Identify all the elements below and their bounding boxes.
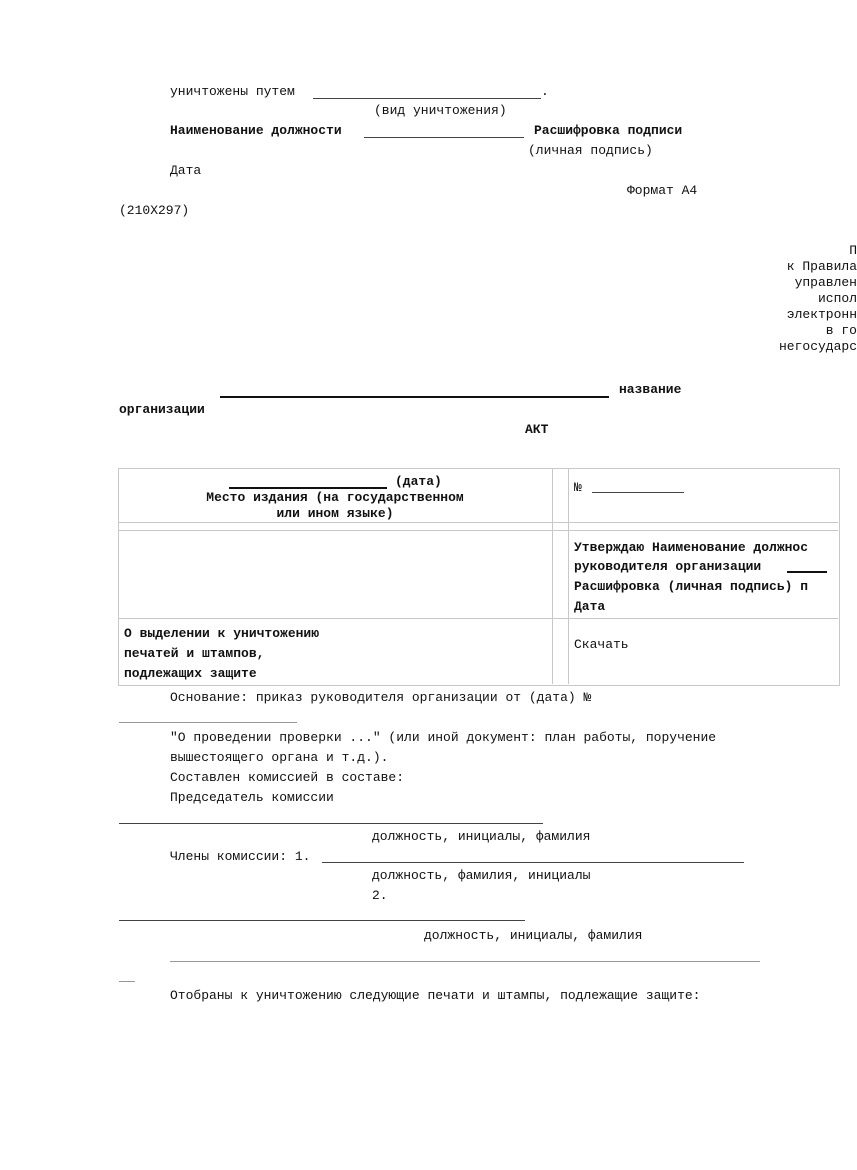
date-label: Дата xyxy=(170,163,202,178)
place-line-1: Место издания (на государственном xyxy=(206,490,464,505)
appendix-line: П xyxy=(849,243,857,258)
download-link[interactable]: Скачать xyxy=(574,637,629,652)
extra-member-blank xyxy=(170,961,760,962)
table-divider xyxy=(552,468,553,684)
appendix-line: управлен xyxy=(794,275,857,290)
members-label: Члены комиссии: 1. xyxy=(170,849,311,864)
check-line-2: вышестоящего органа и т.д.). xyxy=(170,750,389,765)
signature-decode-label: Расшифровка подписи xyxy=(534,123,683,138)
format-size: (210X297) xyxy=(119,203,190,218)
number-blank xyxy=(592,492,684,493)
appendix-line: негосударс xyxy=(778,339,857,354)
appendix-line: электронн xyxy=(786,307,857,322)
member-2-hint: должность, инициалы, фамилия xyxy=(424,928,643,943)
destruction-method-end: . xyxy=(541,84,549,99)
appendix-block xyxy=(707,243,857,355)
approve-line-2: руководителя организации xyxy=(574,559,762,574)
table-divider xyxy=(568,468,569,684)
approve-line-1: Утверждаю Наименование должнос xyxy=(574,540,809,555)
table-row-line xyxy=(118,618,838,619)
signature-blank xyxy=(364,137,524,138)
appendix-line: к Правила xyxy=(786,259,857,274)
table-row-line xyxy=(118,530,838,531)
org-name-blank xyxy=(220,396,609,398)
approve-line-4: Дата xyxy=(574,599,606,614)
number-label: № xyxy=(574,480,582,495)
extra-member-blank-tail xyxy=(119,981,135,982)
destruction-method-blank xyxy=(313,98,541,99)
place-line-2: или ином языке) xyxy=(276,506,394,521)
table-date-label: (дата) xyxy=(395,474,442,489)
act-title: АКТ xyxy=(525,422,549,437)
org-label: организации xyxy=(119,402,205,417)
personal-signature-hint: (личная подпись) xyxy=(528,143,653,158)
member-1-hint: должность, фамилия, инициалы xyxy=(372,868,591,883)
subject-line-1: О выделении к уничтожению xyxy=(124,626,320,641)
approve-blank xyxy=(787,571,827,573)
subject-line-3: подлежащих защите xyxy=(124,666,257,681)
member-2-number: 2. xyxy=(372,888,388,903)
chairman-blank xyxy=(119,823,543,824)
chairman-label: Председатель комиссии xyxy=(170,790,334,805)
org-name-label: название xyxy=(619,382,682,397)
check-line-1: "О проведении проверки ..." (или иной документ: план работы, поручение xyxy=(170,730,717,745)
table-row-line xyxy=(118,522,838,523)
approve-line-3: Расшифровка (личная подпись) п xyxy=(574,579,809,594)
selected-items-text: Отобраны к уничтожению следующие печати и штампы, подлежащие защите: xyxy=(170,988,701,1003)
position-label: Наименование должности xyxy=(170,123,342,138)
appendix-line: испол xyxy=(817,291,857,306)
member-2-blank xyxy=(119,920,525,921)
subject-line-2: печатей и штампов, xyxy=(124,646,265,661)
destruction-method-label: уничтожены путем xyxy=(170,84,295,99)
format-label: Формат А4 xyxy=(627,183,698,198)
basis-text: Основание: приказ руководителя организации от (дата) № xyxy=(170,690,592,705)
destruction-method-hint: (вид уничтожения) xyxy=(374,103,507,118)
appendix-line: в го xyxy=(825,323,857,338)
chairman-hint: должность, инициалы, фамилия xyxy=(372,829,591,844)
order-number-blank xyxy=(119,722,297,723)
commission-text: Составлен комиссией в составе: xyxy=(170,770,405,785)
date-blank xyxy=(229,487,387,489)
member-1-blank xyxy=(322,862,744,863)
